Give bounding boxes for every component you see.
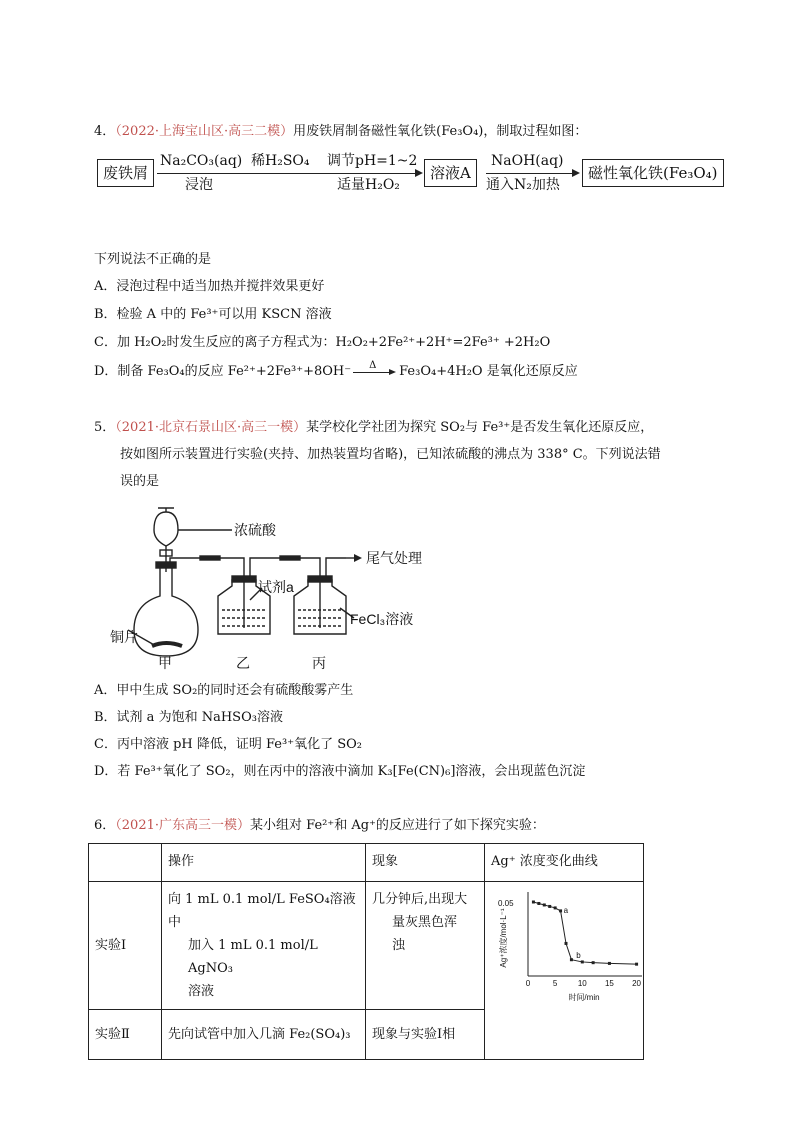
data-point-1 [537,902,540,905]
q4-source: （2022·上海宝山区·高三二模） [115,124,294,139]
flask-stopper [156,562,176,568]
label-bing: 丙 [312,655,326,670]
flow-step1-bottom: 浸泡 [185,177,213,193]
y-tick-label: 0.05 [498,899,514,908]
flow-step2-top: 稀H₂SO₄ [251,153,310,169]
q4-prompt: 下列说法不正确的是 [94,252,212,267]
annotation-a: a [563,905,569,915]
funnel-bulb [154,512,178,546]
row2-name: 实验Ⅱ [89,1010,162,1060]
exhaust-tube [326,558,346,578]
q6-source: （2021·广东高三一模） [115,818,250,833]
row1-operation-line3: 溶液 [188,984,215,999]
q4-stem: 用废铁屑制备磁性氧化铁(Fe₃O₄)，制取过程如图： [293,124,588,139]
flow-step1-top: Na₂CO₃(aq) [160,153,243,169]
q5-apparatus-figure [110,500,450,670]
row1-operation [162,882,366,1010]
x-tick-4: 20 [632,979,642,988]
bottle-bing-stopper [308,576,332,582]
data-point-5 [559,909,562,912]
flow-step3-top: 调节pH=1~2 [327,153,418,169]
ag-concentration-chart [496,880,646,1010]
tube-connector-2 [280,556,300,560]
header-operation: 操作 [162,844,366,882]
row1-phenomenon-line3: 浊 [392,938,406,953]
table-header-row [89,844,644,882]
q4-option-d [94,362,578,382]
q5-option-a: A．甲中生成 SO₂的同时还会有硫酸酸雾产生 [94,683,354,698]
data-point-10 [608,962,611,965]
flow-step4-bottom: 通入N₂加热 [486,177,560,193]
heat-arrow-shaft [353,372,391,373]
q5-option-b: B．试剂 a 为饱和 NaHSO₃溶液 [94,710,283,725]
row1-phenomenon-line2: 量灰黑色浑 [392,915,458,930]
flow-arrow-2-head [572,169,580,177]
row1-operation-line2: 加入 1 mL 0.1 mol/L AgNO₃ [188,938,318,976]
flow-step4-top: NaOH(aq) [491,153,564,169]
flow-step3-bottom: 适量H₂O₂ [337,177,400,193]
q5-stem-3: 误的是 [120,474,160,489]
data-point-9 [592,961,595,964]
row2-phenomenon: 现象与实验Ⅰ相 [366,1010,485,1060]
data-point-2 [543,903,546,906]
flow-box-scrap-iron: 废铁屑 [97,159,154,187]
q6-number: 6． [94,818,116,833]
q5-heading [94,418,653,438]
q5-stem-2: 按如图所示装置进行实验(夹持、加热装置均省略)，已知浓硫酸的沸点为 338° C。下列说法错 [120,447,661,462]
data-point-8 [581,960,584,963]
x-tick-3: 15 [604,979,614,988]
data-point-6 [565,942,568,945]
data-point-7 [570,958,573,961]
label-jia: 甲 [158,655,172,670]
header-empty-cell [89,844,162,882]
heat-arrow-head [389,369,396,375]
q5-stem-1: 某学校化学社团为探究 SO₂与 Fe³⁺是否发生氧化还原反应， [306,420,654,435]
row2-operation: 先向试管中加入几滴 Fe₂(SO₄)₃ [162,1010,366,1060]
ag-curve-points [532,901,638,966]
q6-heading [94,816,545,836]
exhaust-arrow-head [354,554,362,562]
copper-pieces [152,643,182,646]
ag-curve-line [533,902,636,964]
flow-arrow-1-head [415,169,423,177]
annotation-b: b [576,950,581,960]
heat-arrow [351,362,399,382]
q4-heading [94,122,587,142]
label-reagent-a: 试剂a [258,579,294,595]
data-point-0 [532,901,535,904]
label-yi: 乙 [236,655,250,670]
row1-name: 实验Ⅰ [89,882,162,1010]
q4-option-c: C．加 H₂O₂时发生反应的离子方程式为：H₂O₂+2Fe²⁺+2H⁺=2Fe³⁺ +2H₂O [94,335,551,350]
q4-option-b: B．检验 A 中的 Fe³⁺可以用 KSCN 溶液 [94,307,332,322]
q4-option-d-left: D．制备 Fe₃O₄的反应 Fe²⁺+2Fe³⁺+8OH⁻ [94,364,352,379]
q5-number: 5． [94,420,116,435]
label-copper: 铜片 [110,629,138,645]
q4-option-d-right: Fe₃O₄+4H₂O 是氧化还原反应 [399,364,578,379]
x-tick-1: 5 [552,979,558,988]
label-acid: 浓硫酸 [234,522,276,538]
q6-stem: 某小组对 Fe²⁺和 Ag⁺的反应进行了如下探究实验： [250,818,545,833]
data-point-3 [548,905,551,908]
q4-number: 4． [94,124,116,139]
row1-operation-line1: 向 1 mL 0.1 mol/L FeSO₄溶液中 [168,892,356,930]
tube-flask-to-bottle-yi [170,558,244,578]
q5-source: （2021·北京石景山区·高三一模） [115,420,307,435]
label-fecl3: FeCl₃溶液 [350,611,414,627]
q4-option-a: A．浸泡过程中适当加热并搅拌效果更好 [94,279,325,294]
q5-option-d: D．若 Fe³⁺氧化了 SO₂，则在丙中的溶液中滴加 K₃[Fe(CN)₆]溶液，会出现蓝色沉淀 [94,764,586,779]
x-tick-2: 10 [577,979,587,988]
row1-phenomenon [366,882,485,1010]
header-curve: Ag⁺ 浓度变化曲线 [485,844,644,882]
x-axis-label: 时间/min [568,993,600,1002]
header-phenomenon: 现象 [366,844,485,882]
heat-symbol: Δ [369,360,377,371]
data-point-4 [554,906,557,909]
flow-box-solution-a: 溶液A [424,159,477,187]
flow-arrow-1-shaft [157,173,418,174]
flow-arrow-2-shaft [486,173,574,174]
row1-phenomenon-line1: 几分钟后,出现大 [372,892,468,907]
flow-box-magnetic-iron-oxide: 磁性氧化铁(Fe₃O₄) [582,159,724,187]
data-point-11 [635,963,638,966]
y-axis-label: Ag⁺浓度/mol·L⁻¹ [499,908,508,968]
tube-connector-1 [200,556,220,560]
x-tick-labels [526,979,642,988]
label-exhaust: 尾气处理 [366,550,422,566]
q5-option-c: C．丙中溶液 pH 降低，证明 Fe³⁺氧化了 SO₂ [94,737,362,752]
x-tick-0: 0 [525,979,531,988]
